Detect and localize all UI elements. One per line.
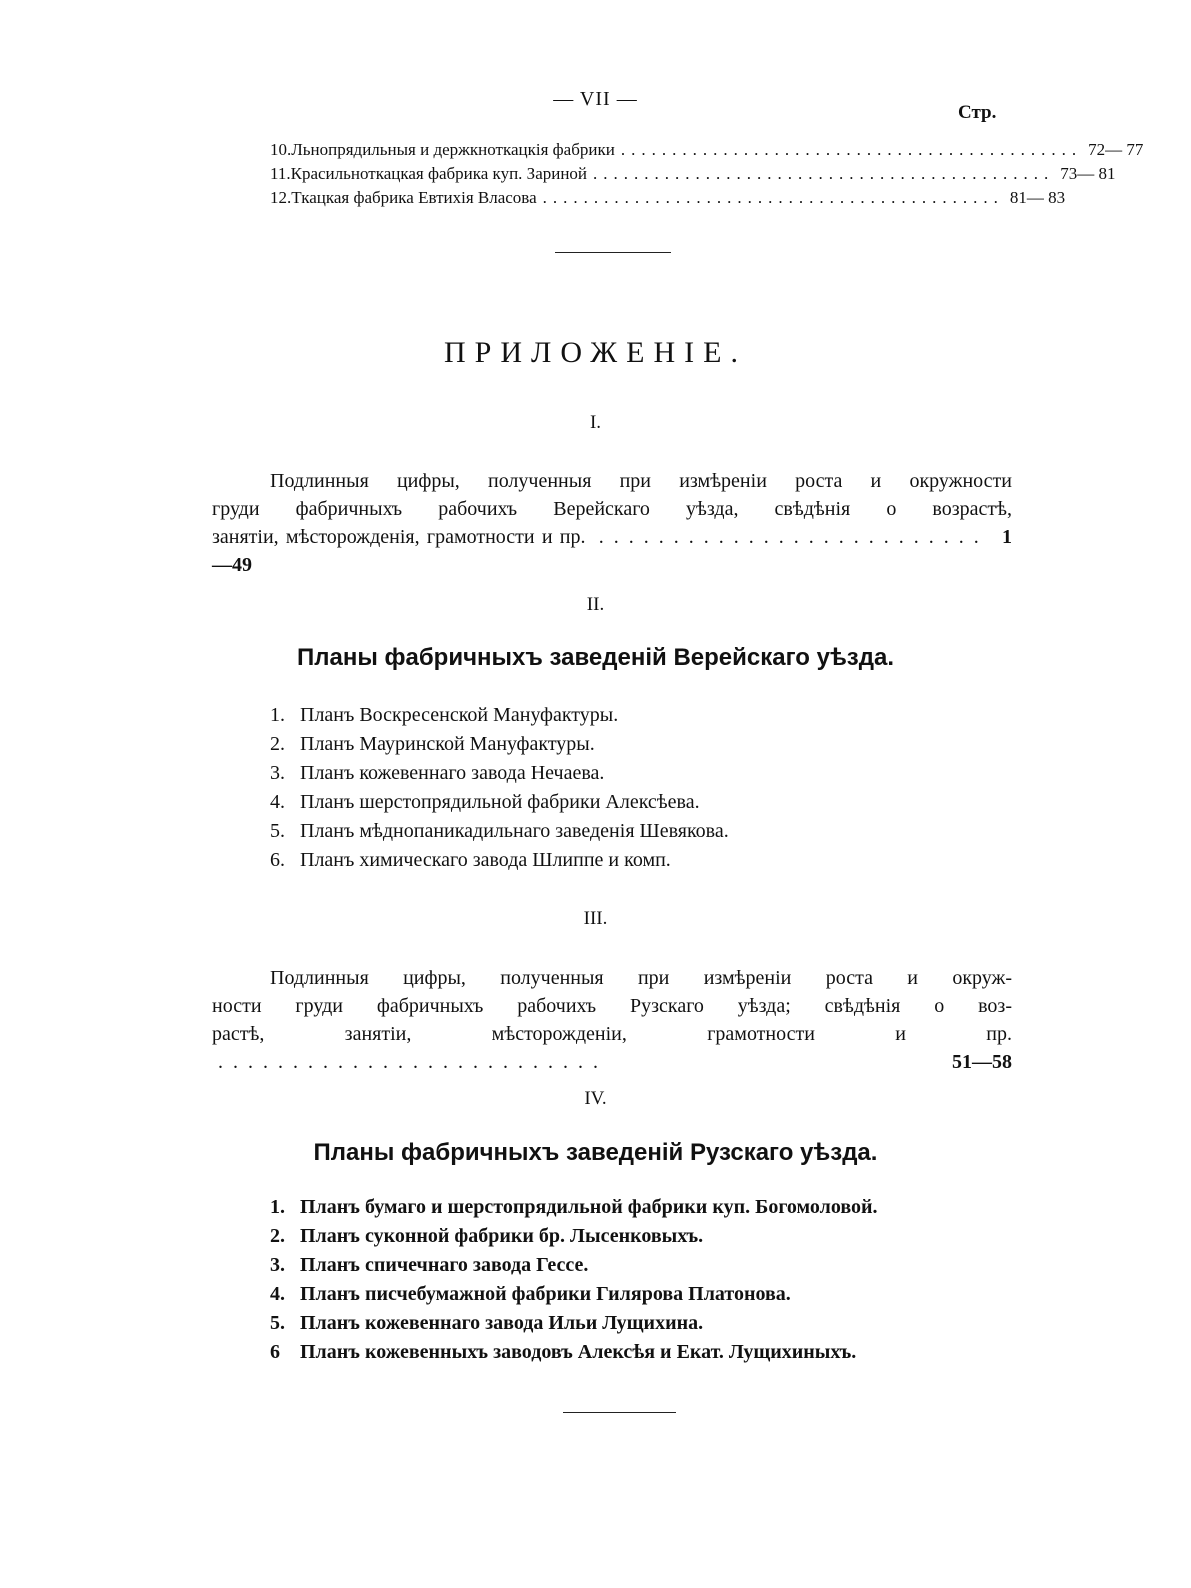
- list-item: [270, 1193, 878, 1222]
- list-number: 5.: [270, 820, 285, 842]
- part-paragraph: [212, 467, 1012, 579]
- list-number: 5.: [270, 1312, 285, 1334]
- list-text: Планъ Мауринской Мануфактуры.: [300, 733, 595, 755]
- list-text: Планъ кожевенныхъ заводовъ Алексѣя и Екат. Лущихиныхъ.: [300, 1341, 857, 1363]
- plan-list: [270, 701, 729, 875]
- page-range: 51—58: [952, 1051, 1012, 1073]
- paragraph-line: Подлинныя цифры, полученныя при измѣреніи роста и окружности: [270, 470, 1012, 492]
- paragraph-line: растѣ, занятіи, мѣсторожденіи, грамотности и пр.: [212, 1023, 1012, 1045]
- list-text: Планъ кожевеннаго завода Ильи Лущихина.: [300, 1312, 704, 1334]
- list-item: [270, 1280, 878, 1309]
- list-text: Планъ спичечнаго завода Гессе.: [300, 1254, 589, 1276]
- toc-leader: .............................................: [542, 188, 1004, 207]
- list-number: 2.: [270, 733, 285, 755]
- list-number: 4.: [270, 1283, 285, 1305]
- list-item: [270, 846, 729, 875]
- page-range: 1—49: [212, 526, 1013, 576]
- page-column-label: Стр.: [958, 102, 997, 123]
- toc-title: Красильноткацкая фабрика куп. Зариной: [290, 164, 588, 183]
- toc-number: 10.: [270, 140, 292, 159]
- list-text: Планъ писчебумажной фабрики Гилярова Платонова.: [300, 1283, 791, 1305]
- part-heading: Планы фабричныхъ заведеній Верейскаго уѣзда.: [297, 644, 894, 671]
- toc-row: [270, 188, 1066, 208]
- divider: [563, 1412, 676, 1413]
- plan-list: [270, 1193, 878, 1367]
- list-item: [270, 701, 729, 730]
- list-item: [270, 730, 729, 759]
- section-title: ПРИЛОЖЕНІЕ.: [444, 336, 747, 369]
- list-item: [270, 1222, 878, 1251]
- part-numeral: III.: [583, 908, 608, 929]
- toc-pages: 81— 83: [1009, 188, 1066, 207]
- list-item: [270, 817, 729, 846]
- toc-pages: 73— 81: [1060, 164, 1116, 183]
- toc-title: Льнопрядильныя и держкноткацкія фабрики: [291, 140, 615, 159]
- list-text: Планъ суконной фабрики бр. Лысенковыхъ.: [300, 1225, 704, 1247]
- part-heading: Планы фабричныхъ заведеній Рузскаго уѣзда.: [313, 1139, 878, 1166]
- paragraph-last-line: [212, 523, 1012, 579]
- toc-leader: .............................................: [620, 140, 1083, 159]
- list-text: Планъ химическаго завода Шлиппе и комп.: [300, 849, 671, 871]
- list-item: [270, 1251, 878, 1280]
- part-numeral: I.: [589, 412, 602, 433]
- toc-row: [270, 140, 1144, 160]
- toc-leader: .............................................: [593, 164, 1055, 183]
- toc-number: 12.: [270, 188, 292, 207]
- part-numeral: II.: [586, 594, 605, 615]
- list-text: Планъ кожевеннаго завода Нечаева.: [300, 762, 605, 784]
- list-number: 6.: [270, 849, 285, 871]
- paragraph-line: ности груди фабричныхъ рабочихъ Рузскаго уѣзда; свѣдѣнія о воз-: [212, 995, 1012, 1017]
- part-paragraph: [212, 964, 1012, 1076]
- list-text: Планъ бумаго и шерстопрядильной фабрики куп. Богомоловой.: [300, 1196, 878, 1218]
- toc-row: [270, 164, 1116, 184]
- list-text: Планъ шерстопрядильной фабрики Алексѣева.: [300, 791, 700, 813]
- page-leader: ..........................: [218, 1051, 608, 1073]
- list-number: 1.: [270, 1196, 285, 1218]
- list-number: 1.: [270, 704, 285, 726]
- paragraph-line: занятіи, мѣсторожденія, грамотности и пр.: [212, 526, 586, 548]
- paragraph-line: Подлинныя цифры, полученныя при измѣреніи роста и окруж-: [270, 967, 1012, 989]
- list-item: [270, 1338, 878, 1367]
- divider: [555, 252, 671, 253]
- list-number: 3.: [270, 762, 285, 784]
- list-number: 2.: [270, 1225, 285, 1247]
- list-number: 6: [270, 1341, 280, 1363]
- toc-number: 11.: [270, 164, 291, 183]
- page-header: — VII —: [553, 88, 638, 110]
- part-numeral: IV.: [584, 1088, 607, 1109]
- page-leader: ..........................: [598, 526, 989, 548]
- list-number: 4.: [270, 791, 285, 813]
- list-text: Планъ Воскресенской Мануфактуры.: [300, 704, 619, 726]
- paragraph-line: груди фабричныхъ рабочихъ Верейскаго уѣзда, свѣдѣнія о возрастѣ,: [212, 498, 1012, 520]
- list-item: [270, 1309, 878, 1338]
- toc-pages: 72— 77: [1088, 140, 1144, 159]
- toc-title: Ткацкая фабрика Евтихія Власова: [291, 188, 537, 207]
- list-number: 3.: [270, 1254, 285, 1276]
- paragraph-last-line: [212, 1020, 1012, 1076]
- list-text: Планъ мѣднопаникадильнаго заведенія Шевякова.: [300, 820, 729, 842]
- list-item: [270, 788, 729, 817]
- list-item: [270, 759, 729, 788]
